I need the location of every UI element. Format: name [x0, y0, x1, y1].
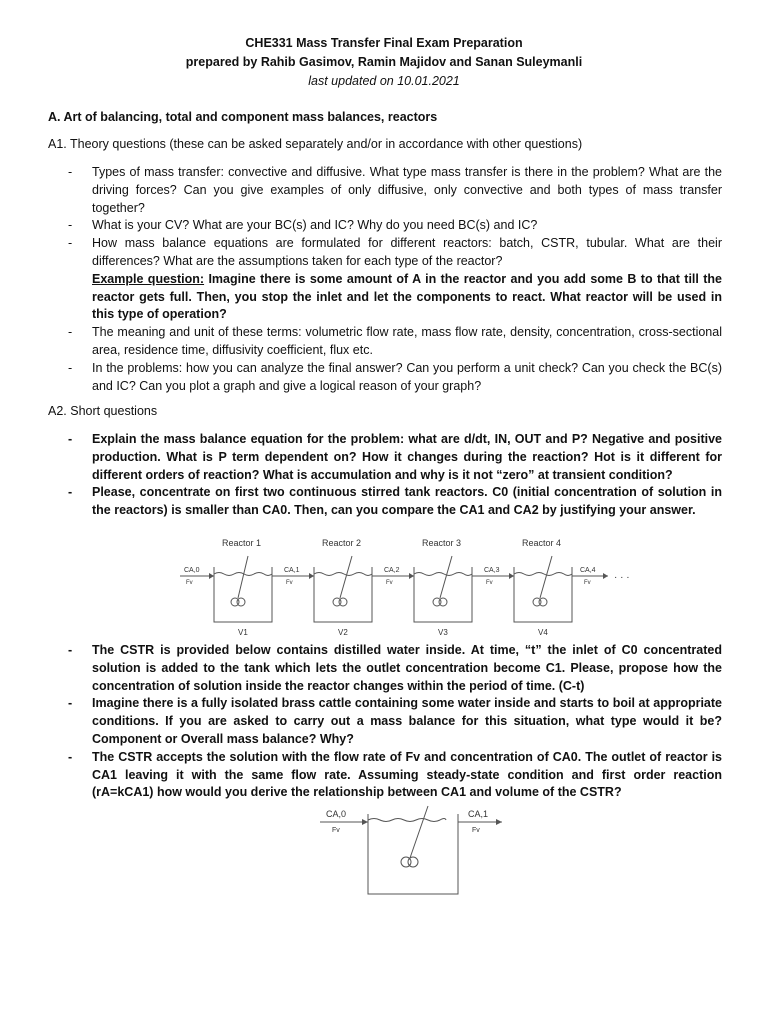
- a2-question-list: [48, 431, 722, 520]
- stream-label-ca4: CA,4: [580, 567, 596, 574]
- a2-question-list-continued: [48, 642, 722, 802]
- reactor-4-vessel: [514, 556, 572, 622]
- reactor-4-label: Reactor 4: [522, 538, 562, 548]
- stream-label-ca3: CA,3: [484, 567, 500, 574]
- cstr-series-diagram: [176, 534, 636, 644]
- outlet-concentration-label: CA,1: [468, 809, 489, 819]
- reactor-1-label: Reactor 1: [222, 538, 262, 548]
- reactor-3-label: Reactor 3: [422, 538, 462, 548]
- document-updated-date: last updated on 10.01.2021: [308, 74, 460, 88]
- list-item: - Imagine there is a fully isolated brass cattle containing some water inside and starts to boil at appropriate conditions. If you are asked to carry out a mass balance for this situation, what type would it be? Component or Overall mass balance? Why?: [68, 696, 722, 746]
- outlet-flow-label: Fv: [472, 827, 480, 834]
- single-cstr-diagram: [318, 804, 504, 898]
- section-a2-heading: A2. Short questions: [48, 404, 158, 418]
- list-item: - Please, concentrate on first two continuous stirred tank reactors. C0 (initial concentration of solution in the reactors) is smaller than CA0. Then, can you compare the CA1 and CA2 by justifying your answer.: [68, 485, 722, 518]
- list-item: - Types of mass transfer: convective and diffusive. What type mass transfer is there in the problem? What are the driving forces? Can you give examples of only diffusive, only convective and both types of mass transfer together?: [68, 165, 722, 215]
- reactor-2-label: Reactor 2: [322, 538, 362, 548]
- list-item: - Explain the mass balance equation for the problem: what are d/dt, IN, OUT and P? Negative and positive production. What is P term dependent on? How it changes during the reaction? Hot is it different for different orders of reaction? What is accumulation and why is it not “zero” at transient condition?: [68, 432, 722, 482]
- flow-label: Fv: [486, 580, 493, 586]
- example-question-text: Imagine there is some amount of A in the reactor and you add some B to that till the reactor gets full. Then, you stop the inlet and let the components to react. What reactor will be used in this type of operation?: [92, 271, 723, 322]
- reactor-1-vessel: [214, 556, 272, 622]
- list-item: - How mass balance equations are formulated for different reactors: batch, CSTR, tubular. What are their differences? What are the assumptions taken for each type of the reactor? Example question: Imagine there is some amount of A in the reactor and you add some B to that till the reactor gets full. Then, you stop the inlet and let the components to react. What reactor will be used in this type of operation?: [68, 236, 723, 322]
- volume-label-v2: V2: [338, 628, 348, 637]
- reactor-3-vessel: [414, 556, 472, 622]
- inlet-concentration-label: CA,0: [326, 809, 347, 819]
- list-item: - The meaning and unit of these terms: volumetric flow rate, mass flow rate, density, concentration, cross-sectional area, residence time, diffusivity coefficient, flux etc.: [68, 325, 722, 357]
- section-a-heading: A. Art of balancing, total and component mass balances, reactors: [48, 110, 438, 124]
- flow-label: Fv: [186, 580, 193, 586]
- stream-label-ca2: CA,2: [384, 567, 400, 574]
- example-question-label: Example question:: [92, 271, 205, 286]
- a1-question-list: [48, 164, 722, 395]
- flow-label: Fv: [286, 580, 293, 586]
- volume-label-v3: V3: [438, 628, 448, 637]
- flow-label: Fv: [386, 580, 393, 586]
- section-a1-heading: A1. Theory questions (these can be asked separately and/or in accordance with other questions): [48, 137, 583, 151]
- list-item: - In the problems: how you can analyze the final answer? Can you perform a unit check? Can you check the BC(s) and IC? Can you plot a graph and give a logical reason of your graph?: [68, 360, 722, 393]
- continuation-ellipsis: · · ·: [614, 572, 630, 583]
- reactor-2-vessel: [314, 556, 372, 622]
- volume-label-v1: V1: [238, 628, 248, 637]
- inlet-flow-label: Fv: [332, 827, 340, 834]
- list-item: - The CSTR is provided below contains distilled water inside. At time, “t” the inlet of C0 concentrated solution is added to the tank which lets the outlet concentration become C1. Please, propose how the concentration of solution inside the reactor changes within the period of time. (C-t): [68, 643, 722, 693]
- volume-label-v4: V4: [538, 628, 548, 637]
- stream-label-ca1: CA,1: [284, 567, 300, 574]
- list-item: - The CSTR accepts the solution with the flow rate of Fv and concentration of CA0. The outlet of reactor is CA1 leaving it with the same flow rate. Assuming steady-state condition and first order reaction (rA=kCA1) how would you derive the relationship between CA1 and volume of the CSTR?: [68, 749, 722, 800]
- flow-label: Fv: [584, 580, 591, 586]
- stream-label-ca0: CA,0: [184, 567, 200, 574]
- document-title: CHE331 Mass Transfer Final Exam Preparation: [245, 36, 523, 50]
- document-authors: prepared by Rahib Gasimov, Ramin Majidov and Sanan Suleymanli: [185, 55, 583, 69]
- list-item: - What is your CV? What are your BC(s) and IC? Why do you need BC(s) and IC?: [68, 218, 538, 233]
